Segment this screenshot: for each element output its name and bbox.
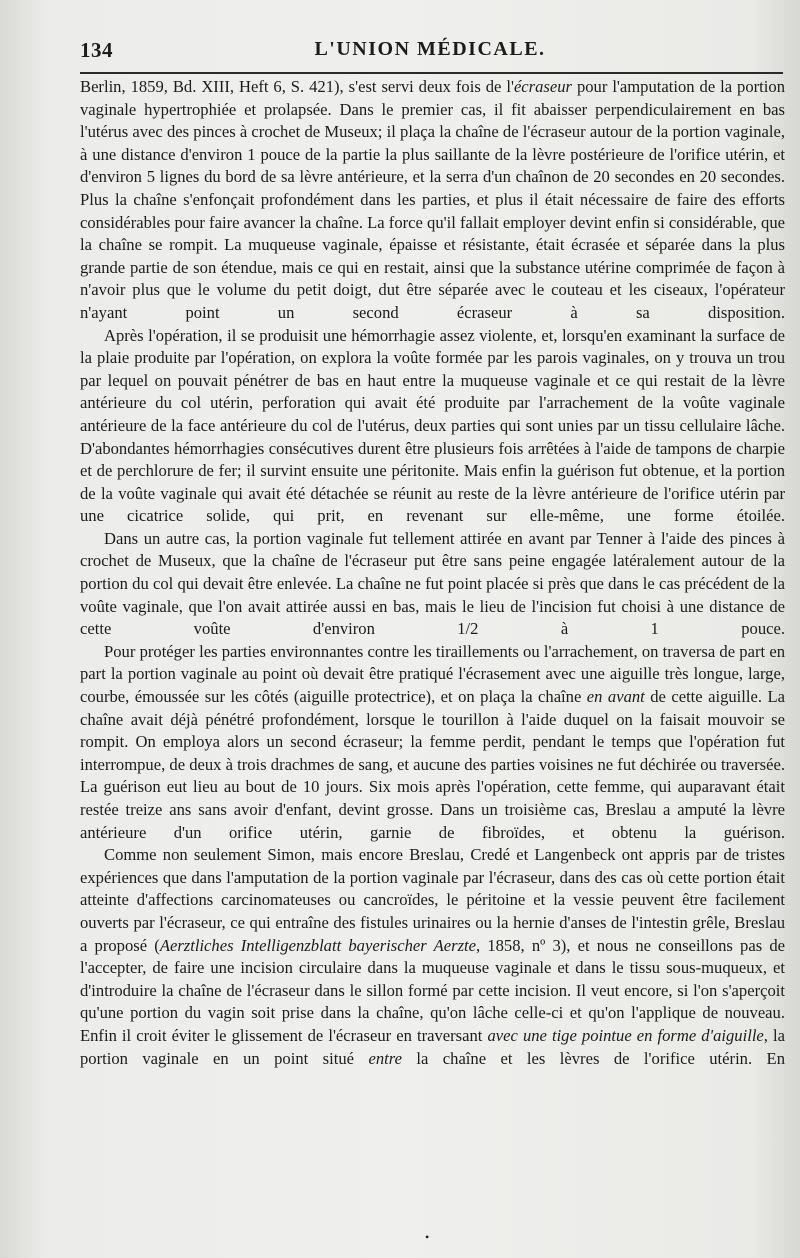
italic-text: en avant xyxy=(586,687,645,707)
paragraph-1 xyxy=(80,76,785,325)
running-title: L'UNION MÉDICALE. xyxy=(314,38,546,60)
body-text xyxy=(80,76,785,1070)
paragraph-3 xyxy=(80,528,785,641)
italic-text: Aerztliches Intelligenzblatt bayerischer Aerzte xyxy=(159,935,476,955)
italic-text: avec une tige pointue en forme d'aiguille xyxy=(487,1025,764,1045)
paragraph-2 xyxy=(80,325,785,528)
page-header xyxy=(80,32,780,66)
text-run: de cette aiguille. La chaîne avait déjà pénétré profondément, lorsque le tourillon à l'aide duquel on la faisait mouvoir se rompit. On employa alors un second écraseur; la femme perdit, pendant le temps que l'opération fut interrompue, de deux à trois drachmes de sang, et aucune des parties voisines ne fut déchirée ou traversée. La guérison eut lieu au bout de 10 jours. Six mois après l'opération, cette femme, qui auparavant était restée treize ans sans avoir d'enfant, devint grosse. Dans un troisième cas, Breslau a amputé la lèvre antérieure d'un orifice utérin, garnie de fibroïdes, et obtenu la guérison. xyxy=(80,687,785,842)
text-run: Après l'opération, il se produisit une hémorrhagie assez violente, et, lorsqu'en examinant la surface de la plaie produite par l'opération, on explora la voûte formée par les parois vaginales, on y trouva un trou par lequel on pouvait pénétrer de bas en haut entre la muqueuse vaginale et ce qui restait de la lèvre antérieure du col utérin, perforation qui avait été produite par l'arrachement de la voûte vaginale antérieure de la face antérieure du col de l'utérus, deux parties qui sont unies par un tissu cellulaire lâche. D'abondantes hémorrhagies consécutives durent être plusieurs fois arrêtées à l'aide de tampons de charpie et de perchlorure de fer; il survint ensuite une péritonite. Mais enfin la guérison fut obtenue, et la portion de la voûte vaginale qui avait été détachée se réunit au reste de la lèvre antérieure de l'orifice utérin par une cicatrice solide, qui prit, en revenant sur elle-même, une forme étoilée. xyxy=(80,325,785,526)
italic-text: entre xyxy=(368,1048,402,1068)
text-run: Pour protéger les parties environnantes contre les tiraillements ou l'arrachement, on traversa de part en part la portion vaginale au point où devait être pratiqué l'écrasement avec une aiguille très longue, large, courbe, émoussée sur les côtés (aiguille protectrice), et on plaça la chaîne xyxy=(80,641,785,707)
text-run: Dans un autre cas, la portion vaginale fut tellement attirée en avant par Tenner à l'aide des pinces à crochet de Museux, que la chaîne de l'écraseur put être sans peine engagée latéralement autour de la portion du col qui devait être enlevée. La chaîne ne fut point placée si près que dans le cas précédent de la voûte vaginale, que l'on avait attirée aussi en bas, mais le lieu de l'incision fut choisi à une distance de cette voûte d'environ 1/2 à 1 pouce. xyxy=(80,528,785,639)
text-run: la chaîne et les lèvres de l'orifice utérin. En xyxy=(401,1048,785,1068)
footer-mark: • xyxy=(425,1230,430,1244)
paragraph-5 xyxy=(80,844,785,1070)
page-number: 134 xyxy=(80,38,113,62)
paragraph-4 xyxy=(80,641,785,844)
text-run: pour l'amputation de la portion vaginale hypertrophiée et prolapsée. Dans le premier cas, il fit abaisser perpendiculairement en bas l'utérus avec des pinces à crochet de Museux; il plaça la chaîne de l'écraseur autour de la portion vaginale, à une distance d'environ 1 pouce de la partie la plus saillante de la lèvre postérieure de l'orifice utérin, et d'environ 5 lignes du bord de sa lèvre antérieure, et la serra d'un chaînon de 20 secondes en 20 secondes. Plus la chaîne s'enfonçait profondément dans les parties, et plus il était nécessaire de faire des efforts considérables pour faire avancer la chaîne. La force qu'il fallait employer devint enfin si considérable, que la chaîne se rompit. La muqueuse vaginale, épaisse et résistante, était écrasée et séparée dans la plus grande partie de son étendue, mais ce qui en restait, ainsi que la substance utérine comprimée de façon à n'avoir plus que le volume du petit doigt, dut être séparée avec le couteau et les ciseaux, l'opérateur n'ayant point un second écraseur à sa disposition. xyxy=(80,77,785,322)
header-rule xyxy=(80,72,783,74)
text-run: Berlin, 1859, Bd. XIII, Heft 6, S. 421), s'est servi deux fois de l' xyxy=(80,77,514,96)
text-run: , la portion vaginale en un point situé xyxy=(80,1025,785,1068)
text-run: Comme non seulement Simon, mais encore Breslau, Credé et Langenbeck ont appris par de tristes expériences que dans l'amputation de la portion vaginale par l'écraseur, dans des cas où cette portion était atteinte d'affections carcinomateuses ou cancroïdes, le péritoine et la vessie peuvent être facilement ouverts par l'écraseur, ce qui entraîne des fistules urinaires ou la hernie d'anses de l'intestin grêle, Breslau a proposé ( xyxy=(80,845,785,955)
italic-text: écraseur xyxy=(513,77,572,96)
text-run: , 1858, nº 3), et nous ne conseillons pas de l'accepter, de faire une incision circulaire dans la muqueuse vaginale et dans le tissu sous-muqueux, et d'introduire la chaîne de l'écraseur dans le sillon formé par cette incision. Il veut encore, si l'on s'aperçoit qu'une portion du vagin soit prise dans la chaîne, qu'on lâche celle-ci et qu'on l'applique de nouveau. Enfin il croit éviter le glissement de l'écraseur en traversant xyxy=(80,935,785,1045)
